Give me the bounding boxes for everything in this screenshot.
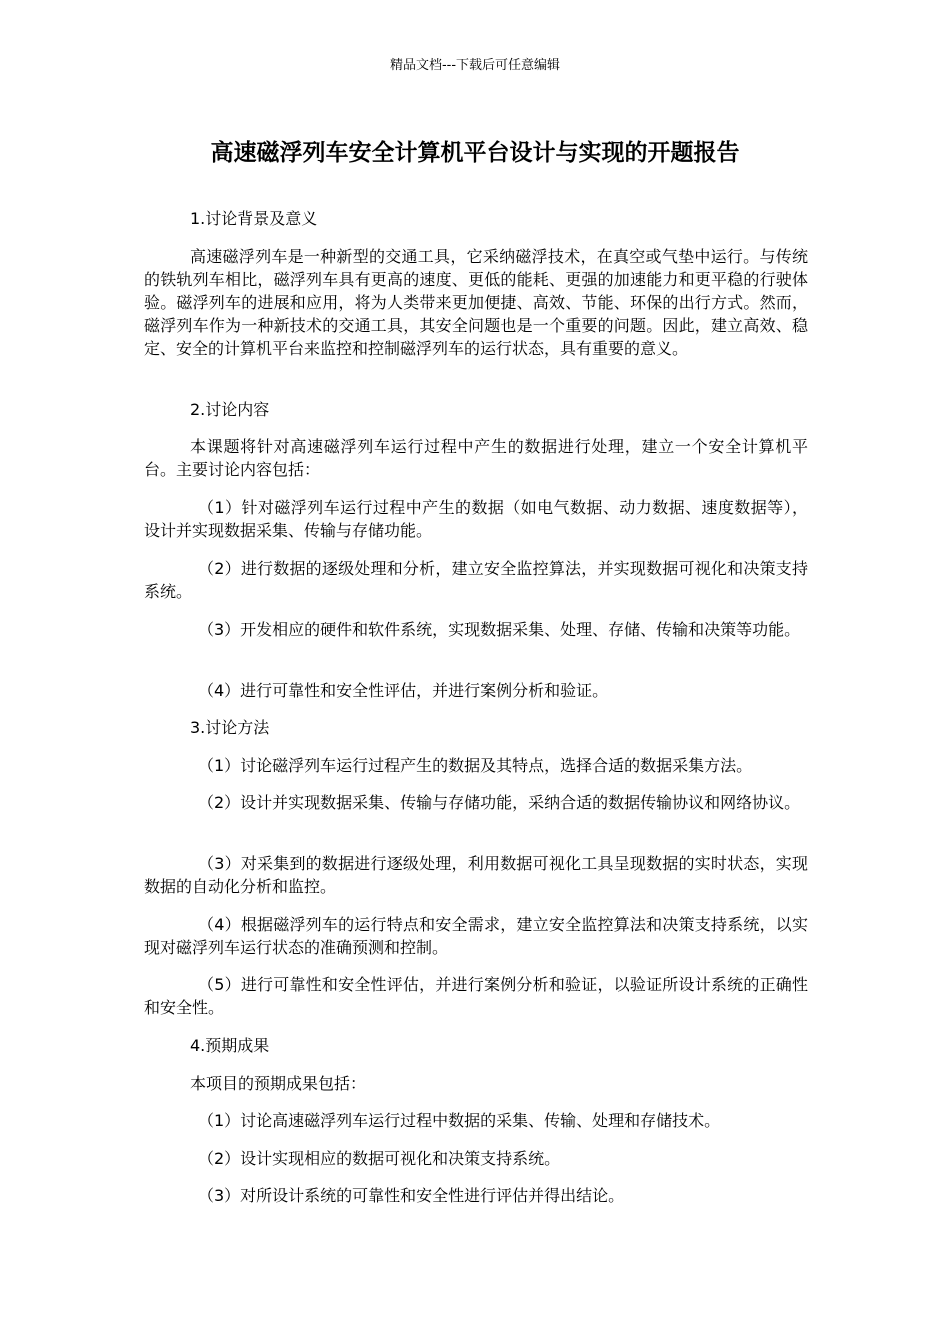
section-4-heading: 4.预期成果	[190, 1036, 270, 1055]
section-3-item-2: （2）设计并实现数据采集、传输与存储功能，采纳合适的数据传输协议和网络协议。	[198, 793, 801, 812]
section-4-intro: 本项目的预期成果包括：	[190, 1074, 367, 1093]
section-2-item-4: （4）进行可靠性和安全性评估，并进行案例分析和验证。	[198, 681, 609, 700]
page-header-note: 精品文档---下载后可任意编辑	[389, 58, 561, 73]
section-3-item-3: （3）对采集到的数据进行逐级处理，利用数据可视化工具呈现数据的实时状态，实现数据的自动化分析和监控。	[144, 854, 808, 896]
document-title: 高速磁浮列车安全计算机平台设计与实现的开题报告	[210, 140, 740, 166]
section-3-item-5: （5）进行可靠性和安全性评估，并进行案例分析和验证，以验证所设计系统的正确性和安全性。	[144, 975, 808, 1017]
section-4-item-3: （3）对所设计系统的可靠性和安全性进行评估并得出结论。	[198, 1186, 625, 1205]
section-2-item-1: （1）针对磁浮列车运行过程中产生的数据（如电气数据、动力数据、速度数据等），设计并实现数据采集、传输与存储功能。	[144, 498, 808, 540]
section-2-heading: 2.讨论内容	[190, 400, 270, 419]
section-4-item-1: （1）讨论高速磁浮列车运行过程中数据的采集、传输、处理和存储技术。	[198, 1111, 721, 1130]
section-1-heading: 1.讨论背景及意义	[190, 209, 318, 228]
section-2-item-2: （2）进行数据的逐级处理和分析，建立安全监控算法，并实现数据可视化和决策支持系统。	[144, 559, 808, 601]
section-3-item-4: （4）根据磁浮列车的运行特点和安全需求，建立安全监控算法和决策支持系统，以实现对磁浮列车运行状态的准确预测和控制。	[144, 915, 808, 957]
section-3-item-1: （1）讨论磁浮列车运行过程产生的数据及其特点，选择合适的数据采集方法。	[198, 756, 753, 775]
section-4-item-2: （2）设计实现相应的数据可视化和决策支持系统。	[198, 1149, 561, 1168]
section-1-paragraph: 高速磁浮列车是一种新型的交通工具，它采纳磁浮技术，在真空或气垫中运行。与传统的铁轨列车相比，磁浮列车具有更高的速度、更低的能耗、更强的加速能力和更平稳的行驶体验。磁浮列车的进展和应用，将为人类带来更加便捷、高效、节能、环保的出行方式。然而，磁浮列车作为一种新技术的交通工具，其安全问题也是一个重要的问题。因此，建立高效、稳定、安全的计算机平台来监控和控制磁浮列车的运行状态，具有重要的意义。	[144, 247, 808, 358]
section-2-item-3: （3）开发相应的硬件和软件系统，实现数据采集、处理、存储、传输和决策等功能。	[198, 620, 801, 639]
section-2-intro: 本课题将针对高速磁浮列车运行过程中产生的数据进行处理，建立一个安全计算机平台。主要讨论内容包括：	[144, 437, 808, 479]
section-3-heading: 3.讨论方法	[190, 718, 270, 737]
